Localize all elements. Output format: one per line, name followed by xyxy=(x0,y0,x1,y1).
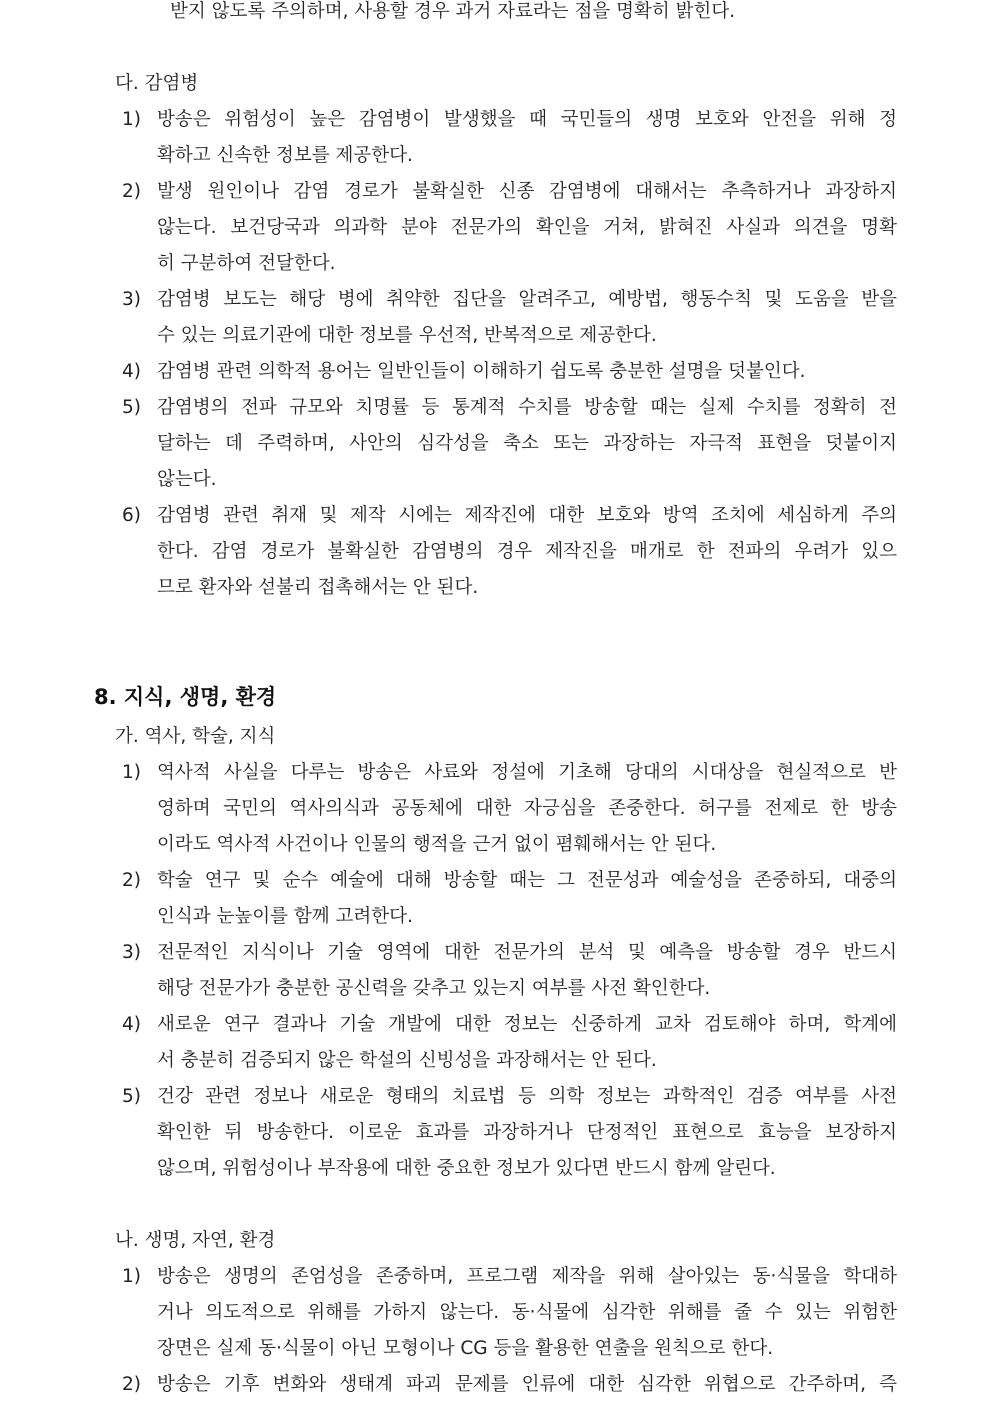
item-text: 확하고 신속한 정보를 제공한다. xyxy=(157,145,413,166)
item-text: 않는다. 보건당국과 의과학 분야 전문가의 확인을 거쳐, 밝혀진 사실과 의견을 명확 xyxy=(157,217,897,238)
item-number: 2) xyxy=(122,870,141,891)
item-text: 장면은 실제 동·식물이 아닌 모형이나 CG 등을 활용한 연출을 원칙으로 한다. xyxy=(157,1338,774,1359)
item-number: 3) xyxy=(122,942,141,963)
section-heading: 8. 지식, 생명, 환경 xyxy=(94,685,277,709)
item-text: 히 구분하여 전달한다. xyxy=(157,253,336,274)
item-text: 감염병 관련 의학적 용어는 일반인들이 이해하기 쉽도록 충분한 설명을 덧붙인다. xyxy=(157,361,806,382)
item-text: 학술 연구 및 순수 예술에 대해 방송할 때는 그 전문성과 예술성을 존중하되, 대중의 xyxy=(157,870,897,891)
item-number: 4) xyxy=(122,1014,141,1035)
item-text: 서 충분히 검증되지 않은 학설의 신빙성을 과장해서는 안 된다. xyxy=(157,1050,657,1071)
item-text: 거나 의도적으로 위해를 가하지 않는다. 동·식물에 심각한 위해를 줄 수 있는 위험한 xyxy=(157,1302,897,1323)
item-number: 5) xyxy=(122,397,141,418)
item-text: 건강 관련 정보나 새로운 형태의 치료법 등 의학 정보는 과학적인 검증 여부를 사전 xyxy=(157,1086,897,1107)
paragraph-continuation: 받지 않도록 주의하며, 사용할 경우 과거 자료라는 점을 명확히 밝힌다. xyxy=(170,1,736,22)
item-number: 4) xyxy=(122,361,141,382)
item-text: 영하며 국민의 역사의식과 공동체에 대한 자긍심을 존중한다. 허구를 전제로 한 방송 xyxy=(157,798,897,819)
item-text: 달하는 데 주력하며, 사안의 심각성을 축소 또는 과장하는 자극적 표현을 덧붙이지 xyxy=(157,433,897,454)
subsection-heading-history-academia: 가. 역사, 학술, 지식 xyxy=(115,726,276,747)
item-number: 6) xyxy=(122,505,141,526)
subsection-heading-infectious-disease: 다. 감염병 xyxy=(115,73,199,94)
item-text: 감염병의 전파 규모와 치명률 등 통계적 수치를 방송할 때는 실제 수치를 정확히 전 xyxy=(157,397,897,418)
item-text: 수 있는 의료기관에 대한 정보를 우선적, 반복적으로 제공한다. xyxy=(157,325,657,346)
item-text: 새로운 연구 결과나 기술 개발에 대한 정보는 신중하게 교차 검토해야 하며, 학계에 xyxy=(157,1014,897,1035)
item-number: 3) xyxy=(122,289,141,310)
item-number: 1) xyxy=(122,762,141,783)
item-text: 방송은 기후 변화와 생태계 파괴 문제를 인류에 대한 심각한 위협으로 간주하며, 즉 xyxy=(157,1374,897,1395)
item-text: 감염병 관련 취재 및 제작 시에는 제작진에 대한 보호와 방역 조치에 세심하게 주의 xyxy=(157,505,897,526)
subsection-heading-life-nature-environment: 나. 생명, 자연, 환경 xyxy=(115,1230,276,1251)
item-text: 확인한 뒤 방송한다. 이로운 효과를 과장하거나 단정적인 표현으로 효능을 보장하지 xyxy=(157,1122,897,1143)
item-text: 않으며, 위험성이나 부작용에 대한 중요한 정보가 있다면 반드시 함께 알린다. xyxy=(157,1158,776,1179)
item-text: 전문적인 지식이나 기술 영역에 대한 전문가의 분석 및 예측을 방송할 경우 반드시 xyxy=(157,942,897,963)
item-text: 않는다. xyxy=(157,469,217,490)
item-text: 므로 환자와 섣불리 접촉해서는 안 된다. xyxy=(157,577,479,598)
item-number: 5) xyxy=(122,1086,141,1107)
item-number: 2) xyxy=(122,181,141,202)
item-number: 2) xyxy=(122,1374,141,1395)
item-number: 1) xyxy=(122,1266,141,1287)
item-text: 해당 전문가가 충분한 공신력을 갖추고 있는지 여부를 사전 확인한다. xyxy=(157,978,711,999)
item-text: 감염병 보도는 해당 병에 취약한 집단을 알려주고, 예방법, 행동수칙 및 도움을 받을 xyxy=(157,289,897,310)
item-text: 방송은 위험성이 높은 감염병이 발생했을 때 국민들의 생명 보호와 안전을 위해 정 xyxy=(157,109,897,130)
item-text: 역사적 사실을 다루는 방송은 사료와 정설에 기초해 당대의 시대상을 현실적으로 반 xyxy=(157,762,897,783)
item-text: 한다. 감염 경로가 불확실한 감염병의 경우 제작진을 매개로 한 전파의 우려가 있으 xyxy=(157,541,897,562)
item-text: 인식과 눈높이를 함께 고려한다. xyxy=(157,906,413,927)
item-text: 방송은 생명의 존엄성을 존중하며, 프로그램 제작을 위해 살아있는 동·식물을 학대하 xyxy=(157,1266,897,1287)
item-text: 이라도 역사적 사건이나 인물의 행적을 근거 없이 폄훼해서는 안 된다. xyxy=(157,834,717,855)
item-text: 발생 원인이나 감염 경로가 불확실한 신종 감염병에 대해서는 추측하거나 과장하지 xyxy=(157,181,897,202)
item-number: 1) xyxy=(122,109,141,130)
